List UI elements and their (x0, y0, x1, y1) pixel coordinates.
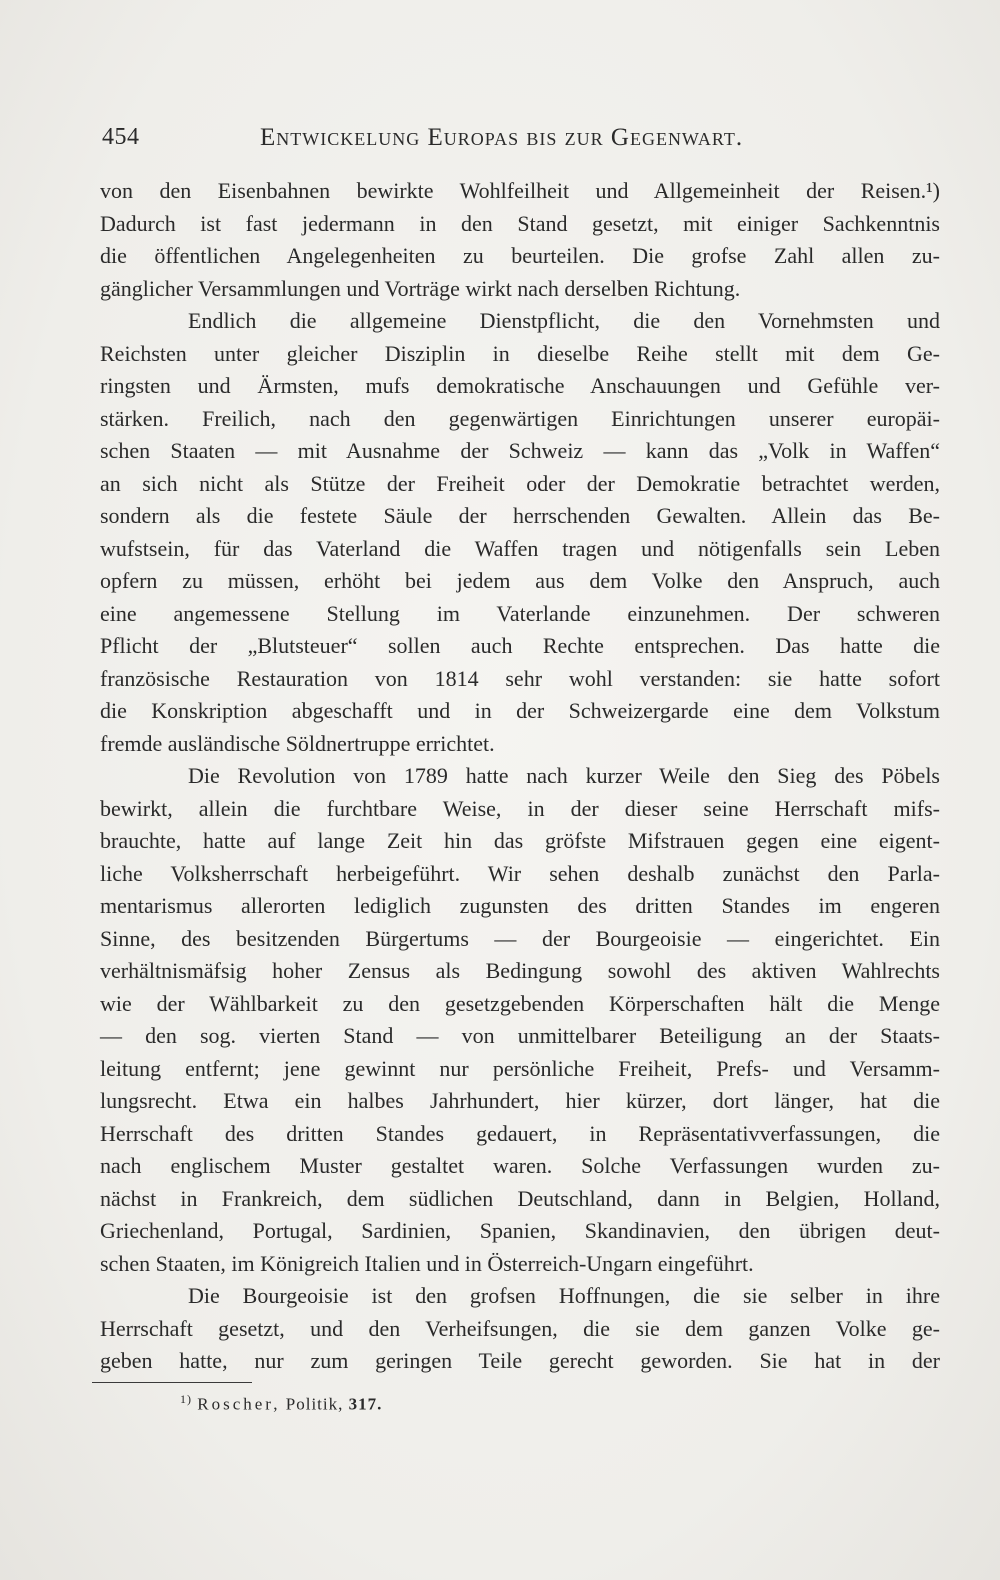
text-line: französische Restauration von 1814 sehr wohl verstanden: sie hatte sofort (100, 665, 940, 691)
text-line: gänglicher Versammlungen und Vorträge wirkt nach derselben Richtung. (100, 275, 741, 301)
text-line: Sinne, des besitzenden Bürgertums — der Bourgeoisie — eingerichtet. Ein (100, 925, 940, 951)
text-line: geben hatte, nur zum geringen Teile gerecht geworden. Sie hat in der (100, 1348, 940, 1373)
text-line: die Konskription abgeschafft und in der Schweizergarde eine dem Volkstum (100, 698, 940, 723)
body-text (100, 175, 940, 1378)
text-line: an sich nicht als Stütze der Freiheit oder der Demokratie betrachtet werden, (100, 470, 940, 496)
text-line: Pflicht der „Blutsteuer“ sollen auch Rechte entsprechen. Das hatte die (100, 633, 940, 658)
text-line: lungsrecht. Etwa ein halbes Jahrhundert, hier kürzer, dort länger, hat die (100, 1088, 940, 1113)
text-line: Griechenland, Portugal, Sardinien, Spanien, Skandinavien, den übrigen deut- (100, 1218, 940, 1243)
text-line: Endlich die allgemeine Dienstpflicht, die den Vornehmsten und (188, 308, 940, 333)
text-line: bewirkt, allein die furchtbare Weise, in der dieser seine Herrschaft mifs- (100, 795, 940, 821)
text-line: brauchte, hatte auf lange Zeit hin das gröfste Mifstrauen gegen eine eigent- (100, 828, 940, 853)
text-line: nach englischem Muster gestaltet waren. Solche Verfassungen wurden zu- (100, 1153, 940, 1178)
footnote-page: 317. (348, 1394, 383, 1414)
text-line: fremde ausländische Söldnertruppe errichtet. (100, 730, 495, 756)
text-line: Dadurch ist fast jedermann in den Stand gesetzt, mit einiger Sachkenntnis (100, 210, 940, 236)
text-line: schen Staaten — mit Ausnahme der Schweiz — kann das „Volk in Waffen“ (100, 438, 940, 463)
text-line: verhältnismäfsig hoher Zensus als Bedingung sowohl des aktiven Wahlrechts (100, 958, 940, 983)
footnote (180, 1392, 382, 1415)
text-line: — den sog. vierten Stand — von unmittelbarer Beteiligung an der Staats- (100, 1023, 940, 1048)
running-title: Entwickelung Europas bis zur Gegenwart. (260, 124, 744, 151)
text-line: nächst in Frankreich, dem südlichen Deutschland, dann in Belgien, Holland, (100, 1185, 940, 1211)
text-line: Reichsten unter gleicher Disziplin in dieselbe Reihe stellt mit dem Ge- (100, 340, 940, 366)
text-line: Die Revolution von 1789 hatte nach kurzer Weile den Sieg des Pöbels (188, 763, 940, 788)
footnote-title: Politik, (285, 1394, 344, 1414)
text-line: Herrschaft des dritten Standes gedauert, in Repräsentativverfassungen, die (100, 1120, 940, 1146)
text-line: Herrschaft gesetzt, und den Verheifsungen, die sie dem ganzen Volke ge- (100, 1315, 940, 1341)
text-line: wie der Wählbarkeit zu den gesetzgebenden Körperschaften hält die Menge (100, 990, 940, 1016)
text-line: opfern zu müssen, erhöht bei jedem aus dem Volke den Anspruch, auch (100, 568, 940, 593)
footnote-rule (92, 1382, 252, 1383)
text-line: ringsten und Ärmsten, mufs demokratische Anschauungen und Gefühle ver- (100, 373, 940, 398)
footnote-author: Roscher, (197, 1394, 281, 1414)
text-line: Die Bourgeoisie ist den grofsen Hoffnungen, die sie selber in ihre (188, 1283, 940, 1308)
text-line: stärken. Freilich, nach den gegenwärtigen Einrichtungen unserer europäi- (100, 405, 940, 431)
text-line: wufstsein, für das Vaterland die Waffen tragen und nötigenfalls sein Leben (100, 535, 940, 561)
text-line: liche Volksherrschaft herbeigeführt. Wir sehen deshalb zunächst den Parla- (100, 860, 940, 886)
text-line: mentarismus allerorten lediglich zugunsten des dritten Standes im engeren (100, 893, 940, 918)
text-line: von den Eisenbahnen bewirkte Wohlfeilheit und Allgemeinheit der Reisen.¹) (100, 178, 940, 203)
page-header (102, 118, 942, 158)
text-line: schen Staaten, im Königreich Italien und in Österreich-Ungarn eingeführt. (100, 1250, 754, 1276)
text-line: leitung entfernt; jene gewinnt nur persönliche Freiheit, Prefs- und Versamm- (100, 1055, 940, 1081)
footnote-marker: 1) (180, 1392, 192, 1406)
text-line: eine angemessene Stellung im Vaterlande einzunehmen. Der schweren (100, 600, 940, 626)
text-line: sondern als die festete Säule der herrschenden Gewalten. Allein das Be- (100, 503, 940, 528)
page-number: 454 (102, 124, 140, 150)
text-line: die öffentlichen Angelegenheiten zu beurteilen. Die grofse Zahl allen zu- (100, 243, 940, 268)
